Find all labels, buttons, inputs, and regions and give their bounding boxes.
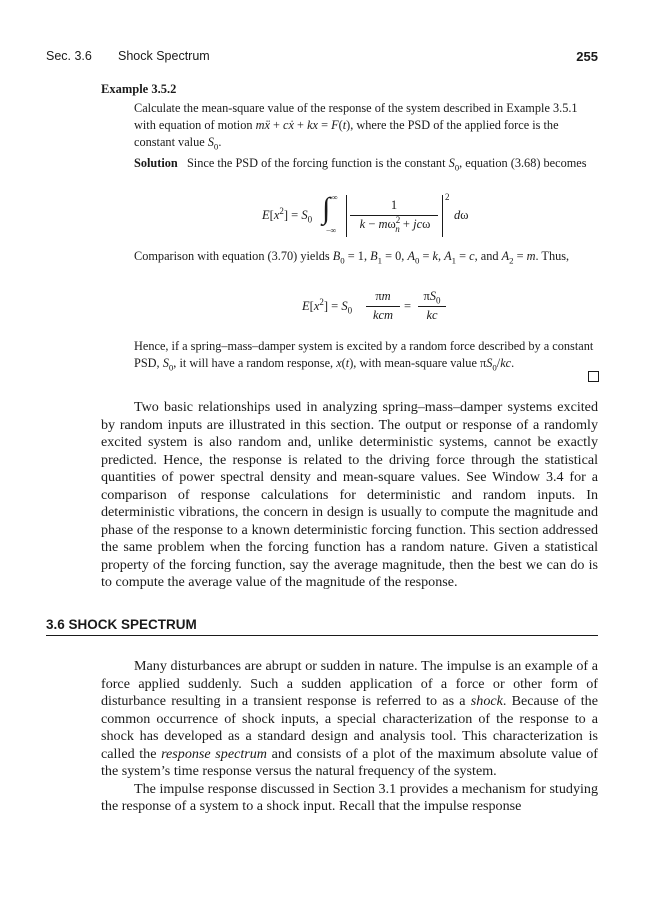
header-title: Shock Spectrum [118, 49, 210, 63]
section-paragraph-2: The impulse response discussed in Section 3.1 provides a mechanism for studying the response of a system to a shock input. Recall that the impulse response [101, 780, 598, 814]
example-title: Example 3.5.2 [101, 82, 177, 96]
equation-mean-square-result: $E[x^2] = S_0$ πm kcm = $\pi S_0$ kc [302, 289, 462, 325]
page-number: 255 [576, 49, 598, 64]
section-paragraph [101, 658, 598, 816]
solution-paragraph: Solution Since the PSD of the forcing function is the constant $S_0$, equation (3.68) becomes [134, 156, 587, 173]
end-of-example-square-icon [588, 371, 599, 382]
body-paragraph-text: Two basic relationships used in analyzing spring–mass–damper systems excited by random inputs are illustrated in this section. The output or response of a randomly excited system is also random and, unlike deterministic systems, cannot be exactly predicted. Hence, the response is related to the driving force through the statistical quantities of power spectral density and mean-square values. See Window 3.4 for a comparison of response calculations for deterministic and random inputs. In deterministic vibrations, the concern in design is usually to compute the magnitude and phase of the response to a known deterministic forcing function. This section addressed the same problem when the forcing function has a random nature. Given a statistical property of the forcing function, say the average magnitude, then the best we can do is to compute the average value of the magnitude of the response. [101, 399, 598, 590]
equation-mean-square-integral: $E[x^2] = S_0$ ∫ ∞ −∞ 1 $k - m\omega^2_n + jc\omega$ 2 dω [262, 192, 469, 235]
conclusion-paragraph: Hence, if a spring–mass–damper system is excited by a random force described by a constant PSD, $S_0$, it will have a random response, x(t), with mean-square value $\pi S_0/kc$. [134, 339, 594, 373]
section-paragraph-1: Many disturbances are abrupt or sudden in nature. The impulse is an example of a force applied suddenly. Such a sudden application of a force or other form of disturbance resulting in a transient response is referred to as a shock. Because of the common occurrence of shock inputs, a special characterization of the response to a shock has developed as a standard design and analysis tool. This characterization is called the response spectrum and consists of a plot of the maximum absolute value of the system’s time response versus the natural frequency of the system. [101, 658, 598, 779]
comparison-paragraph: Comparison with equation (3.70) yields $B_0 = 1$, $B_1 = 0$, $A_0 = k$, $A_1 = c$, and $A_2 = m$. Thus, [134, 249, 570, 266]
example-statement: Calculate the mean-square value of the response of the system described in Example 3.5.1 with equation of motion mẍ + cẋ + kx = F(t), where the PSD of the applied force is the constant value $S_0$. [134, 101, 578, 152]
running-header [46, 49, 598, 67]
header-section: Sec. 3.6 [46, 49, 92, 63]
body-paragraph [101, 399, 598, 592]
section-heading: 3.6 SHOCK SPECTRUM [46, 617, 598, 636]
